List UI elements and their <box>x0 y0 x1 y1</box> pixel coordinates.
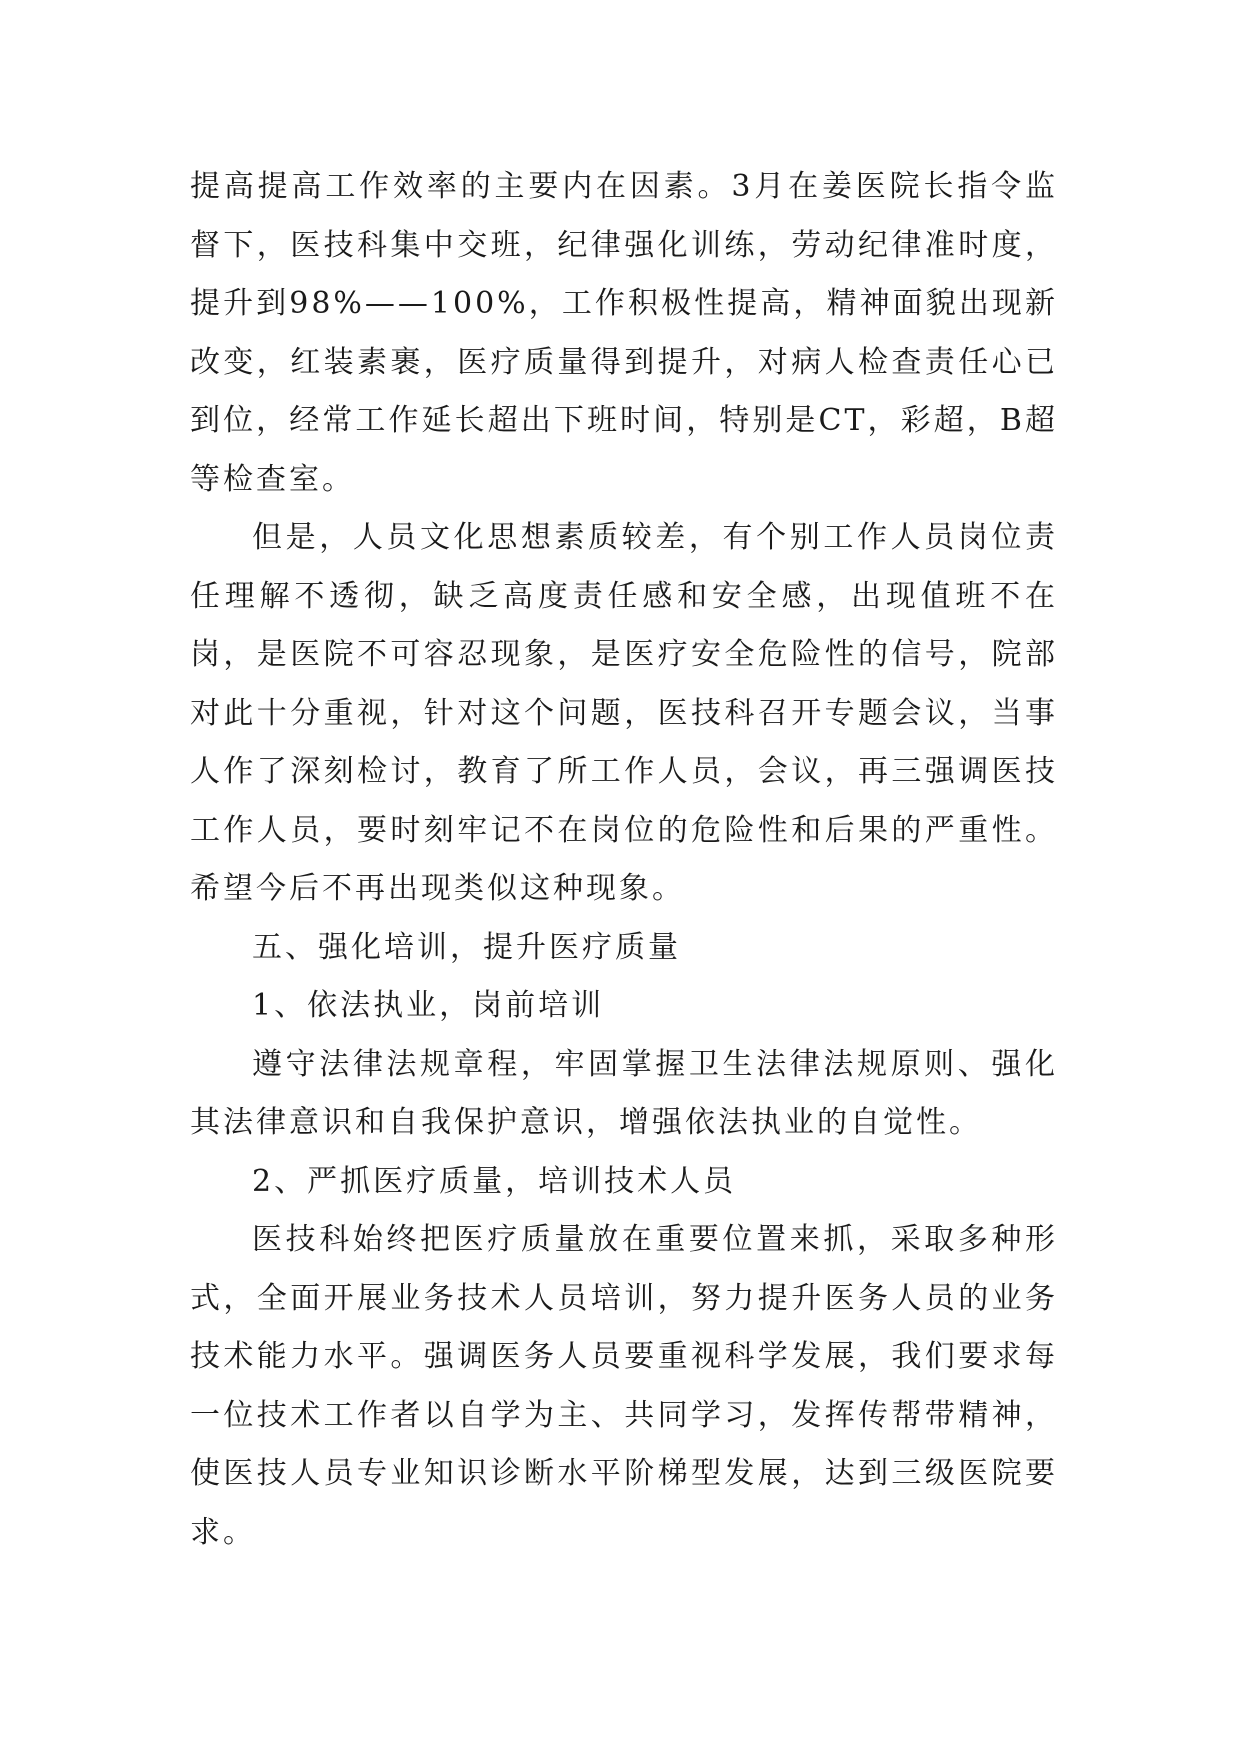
paragraph-1: 提高提高工作效率的主要内在因素。3月在姜医院长指令监督下，医技科集中交班，纪律强化训练，劳动纪律准时度，提升到98%——100%，工作积极性提高，精神面貌出现新改变，红装素裹，医疗质量得到提升，对病人检查责任心已到位，经常工作延长超出下班时间，特别是CT，彩超，B超等检查室。 <box>190 169 1058 497</box>
section-heading-5: 五、强化培训，提升医疗质量 <box>252 929 681 965</box>
paragraph-3: 遵守法律法规章程，牢固掌握卫生法律法规原则、强化其法律意识和自我保护意识，增强依法执业的自觉性。 <box>190 1046 1058 1140</box>
subheading-2: 2、严抓医疗质量，培训技术人员 <box>252 1163 737 1199</box>
subheading-1: 1、依法执业，岗前培训 <box>252 988 605 1023</box>
document-body <box>190 158 1058 1562</box>
paragraph-2: 但是，人员文化思想素质较差，有个别工作人员岗位责任理解不透彻，缺乏高度责任感和安全感，出现值班不在岗，是医院不可容忍现象，是医疗安全危险性的信号，院部对此十分重视，针对这个问题，医技科召开专题会议，当事人作了深刻检讨，教育了所工作人员，会议，再三强调医技工作人员，要时刻牢记不在岗位的危险性和后果的严重性。希望今后不再出现类似这种现象。 <box>190 520 1058 906</box>
paragraph-4: 医技科始终把医疗质量放在重要位置来抓，采取多种形式，全面开展业务技术人员培训，努力提升医务人员的业务技术能力水平。强调医务人员要重视科学发展，我们要求每一位技术工作者以自学为主、共同学习，发挥传帮带精神，使医技人员专业知识诊断水平阶梯型发展，达到三级医院要求。 <box>190 1222 1058 1550</box>
